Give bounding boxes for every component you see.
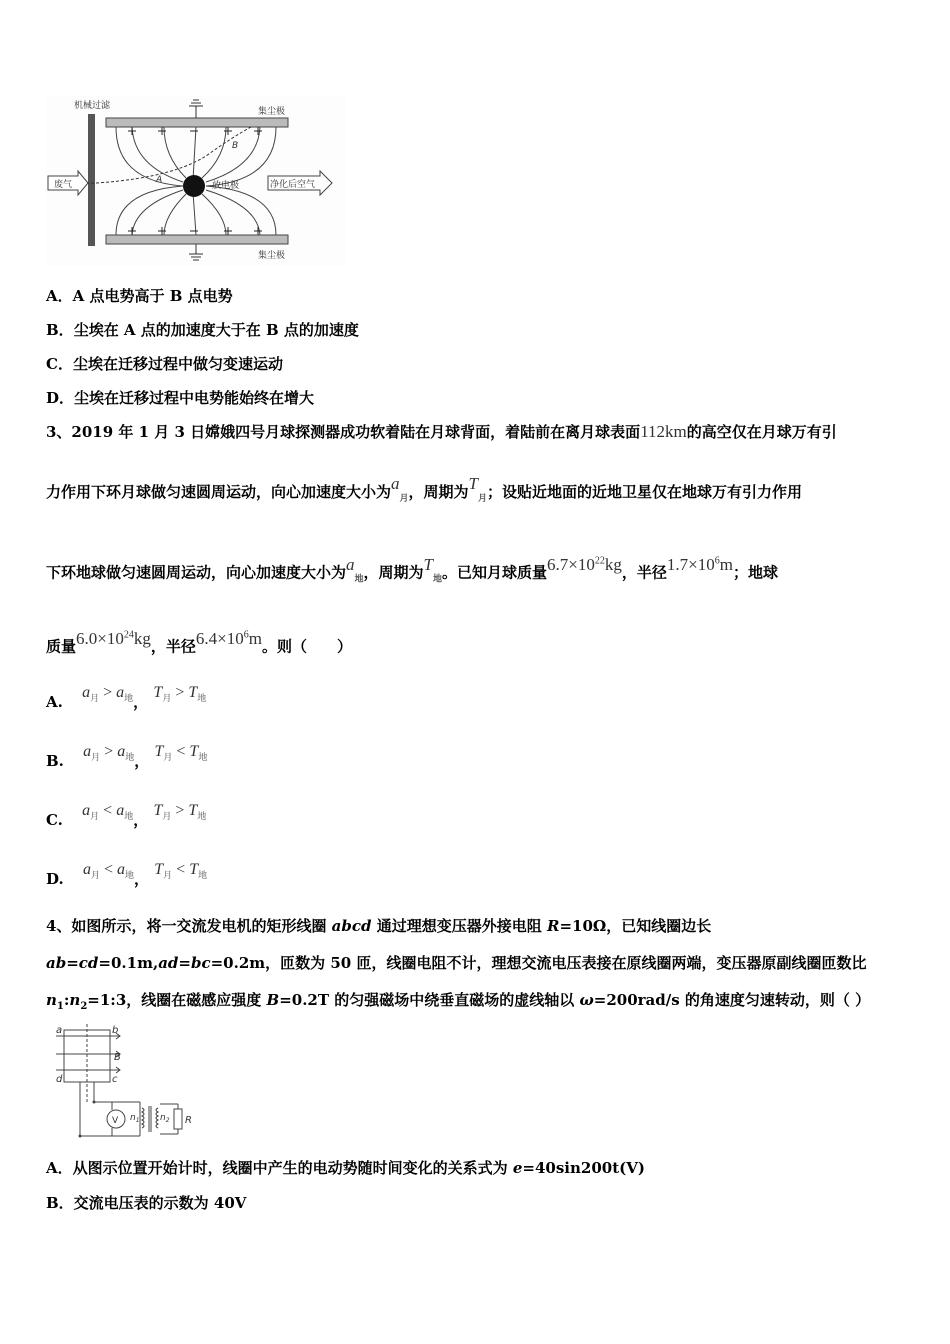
q3-option-a: A. $a_月 > a_地$， $T_月 > T_地$ — [46, 684, 207, 711]
q2-option-d: D．尘埃在迁移过程中电势能始终在增大 — [46, 389, 315, 407]
q3-line-4: 质量$6.0\times 10^{24}kg$，半径$6.4\times 10^6m$。则（ ） — [46, 628, 352, 656]
generator-figure — [50, 1024, 200, 1142]
precipitator-figure — [46, 96, 346, 266]
filter-label: 机械过滤 — [74, 101, 111, 111]
q2-option-c: C．尘埃在迁移过程中做匀变速运动 — [46, 355, 283, 373]
q2-option-a: A．A 点电势高于 B 点电势 — [46, 287, 233, 305]
primary-coil — [142, 1108, 144, 1128]
q2-option-b: B．尘埃在 A 点的加速度大于在 B 点的加速度 — [46, 321, 359, 339]
point-a-label: A — [156, 175, 163, 185]
q3-line-2: 力作用下环月球做匀速圆周运动，向心加速度大小为$a_月$，周期为$T_月$；设贴近地面的近地卫星仅在地球万有引力作用 — [46, 474, 803, 504]
q4-line-2: ab=cd=0.1m,ad=bc=0.2m，匝数为 50 匝，线圈电阻不计，理想交流电压表接在原线圈两端，变压器原副线圈匝数比 — [46, 954, 867, 972]
q4-line-1: 4、如图所示，将一交流发电机的矩形线圈 abcd 通过理想变压器外接电阻 R=10Ω，已知线圈边长 — [46, 917, 712, 935]
discharge-label: 放电极 — [212, 181, 240, 191]
discharge-electrode — [183, 175, 205, 197]
label-field-b: B — [114, 1052, 121, 1063]
voltmeter-label: V — [112, 1116, 119, 1126]
q3-line-1: 3、2019 年 1 月 3 日嫦娥四号月球探测器成功软着陆在月球背面，着陆前在离月球表面112km的高空仅在月球万有引 — [46, 422, 837, 441]
resistor — [174, 1109, 182, 1129]
label-d: d — [56, 1074, 63, 1085]
q4-line-3: $n_1:n_2=1:3$，线圈在磁感应强度 B=0.2T 的匀强磁场中绕垂直磁场的虚线轴以 ω=200rad/s 的角速度匀速转动，则（ ） — [46, 991, 871, 1012]
n2-label: $n_2$ — [160, 1113, 170, 1124]
point-b-label: B — [232, 141, 239, 151]
q3-line-3: 下环地球做匀速圆周运动，向心加速度大小为$a_地$，周期为$T_地$。已知月球质量$6.7\times 10^{22}kg$，半径$1.7\times 10^6m$；地球 — [46, 554, 778, 585]
collector-plate-bottom — [106, 235, 288, 244]
label-c: c — [112, 1074, 118, 1085]
q4-option-a: A．从图示位置开始计时，线圈中产生的电动势随时间变化的关系式为 e=40sin200t(V) — [46, 1159, 645, 1177]
q3-option-b: B. $a_月 > a_地$， $T_月 < T_地$ — [46, 743, 208, 770]
q3-option-d: D. $a_月 < a_地$， $T_月 < T_地$ — [46, 861, 208, 888]
label-b: b — [112, 1025, 119, 1036]
label-a: a — [56, 1025, 63, 1036]
inlet-label: 废气 — [54, 180, 73, 190]
q4-option-b: B．交流电压表的示数为 40V — [46, 1194, 247, 1212]
collector-label-top: 集尘极 — [258, 107, 286, 117]
n1-label: $n_1$ — [130, 1113, 140, 1124]
resistor-label: R — [185, 1115, 192, 1126]
secondary-coil — [156, 1108, 158, 1128]
collector-label-bottom: 集尘极 — [258, 251, 286, 261]
collector-plate-top — [106, 118, 288, 127]
q3-option-c: C. $a_月 < a_地$， $T_月 > T_地$ — [46, 802, 207, 829]
mechanical-filter — [88, 114, 95, 246]
outlet-label: 净化后空气 — [270, 180, 316, 190]
